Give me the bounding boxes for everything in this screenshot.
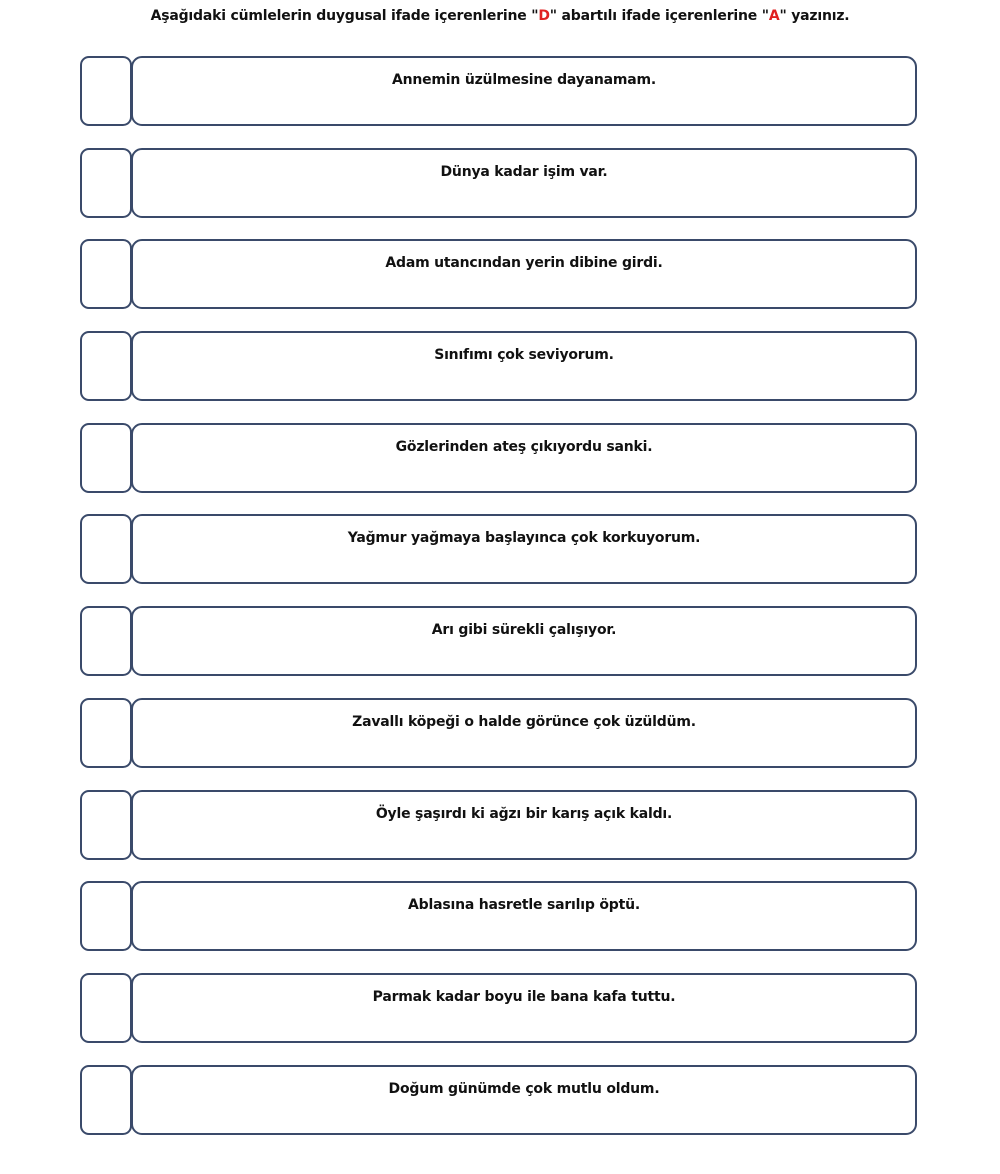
sentence-box-6: [131, 514, 917, 584]
sentence-text-1: Annemin üzülmesine dayanamam.: [391, 72, 657, 88]
instruction-prefix: Aşağıdaki cümlelerin duygusal ifade içerenlerine ": [150, 8, 539, 24]
answer-box-12[interactable]: [80, 1065, 132, 1135]
sentence-text-6: Yağmur yağmaya başlayınca çok korkuyorum.: [347, 530, 701, 547]
sentence-box-1: [131, 56, 917, 126]
sentence-box-4: [131, 331, 917, 401]
sentence-box-11: [131, 973, 917, 1043]
answer-box-3[interactable]: [80, 239, 132, 309]
answer-box-11[interactable]: [80, 973, 132, 1043]
sentence-box-9: [131, 790, 917, 860]
answer-box-6[interactable]: [80, 514, 132, 584]
sentence-box-12: [131, 1065, 917, 1135]
sentence-text-7: Arı gibi sürekli çalışıyor.: [431, 622, 617, 639]
exercise-row-10: [80, 881, 918, 951]
sentence-box-2: [131, 148, 917, 218]
exercise-row-8: [80, 698, 918, 768]
answer-box-10[interactable]: [80, 881, 132, 951]
answer-box-7[interactable]: [80, 606, 132, 676]
sentence-text-11: Parmak kadar boyu ile bana kafa tuttu.: [372, 988, 676, 1005]
exercise-rows: [80, 56, 918, 1156]
sentence-box-8: [131, 698, 917, 768]
sentence-box-5: [131, 423, 917, 493]
sentence-box-7: [131, 606, 917, 676]
exercise-row-7: [80, 606, 918, 676]
exercise-row-2: [80, 148, 918, 218]
exercise-row-9: [80, 790, 918, 860]
sentence-text-2: Dünya kadar işim var.: [440, 163, 608, 180]
sentence-box-10: [131, 881, 917, 951]
instruction-mark-d: D: [538, 8, 550, 24]
sentence-text-10: Ablasına hasretle sarılıp öptü.: [408, 897, 640, 914]
instruction-suffix: " yazınız.: [779, 8, 850, 24]
answer-box-8[interactable]: [80, 698, 132, 768]
sentence-text-5: Gözlerinden ateş çıkıyordu sanki.: [395, 438, 653, 455]
answer-box-4[interactable]: [80, 331, 132, 401]
exercise-row-3: [80, 239, 918, 309]
instruction-text: [0, 8, 1000, 24]
exercise-row-5: [80, 423, 918, 493]
sentence-text-9: Öyle şaşırdı ki ağzı bir karış açık kaldı.: [375, 805, 673, 822]
exercise-row-12: [80, 1065, 918, 1135]
sentence-box-3: [131, 239, 917, 309]
answer-box-1[interactable]: [80, 56, 132, 126]
exercise-row-11: [80, 973, 918, 1043]
answer-box-2[interactable]: [80, 148, 132, 218]
sentence-text-4: Sınıfımı çok seviyorum.: [434, 347, 614, 364]
answer-box-5[interactable]: [80, 423, 132, 493]
answer-box-9[interactable]: [80, 790, 132, 860]
exercise-row-4: [80, 331, 918, 401]
sentence-text-8: Zavallı köpeği o halde görünce çok üzüldüm.: [352, 713, 696, 730]
exercise-row-1: [80, 56, 918, 126]
exercise-row-6: [80, 514, 918, 584]
sentence-text-12: Doğum günümde çok mutlu oldum.: [388, 1080, 660, 1097]
instruction-middle: " abartılı ifade içerenlerine ": [549, 8, 769, 24]
sentence-text-3: Adam utancından yerin dibine girdi.: [385, 255, 663, 272]
instruction-mark-a: A: [768, 8, 780, 24]
